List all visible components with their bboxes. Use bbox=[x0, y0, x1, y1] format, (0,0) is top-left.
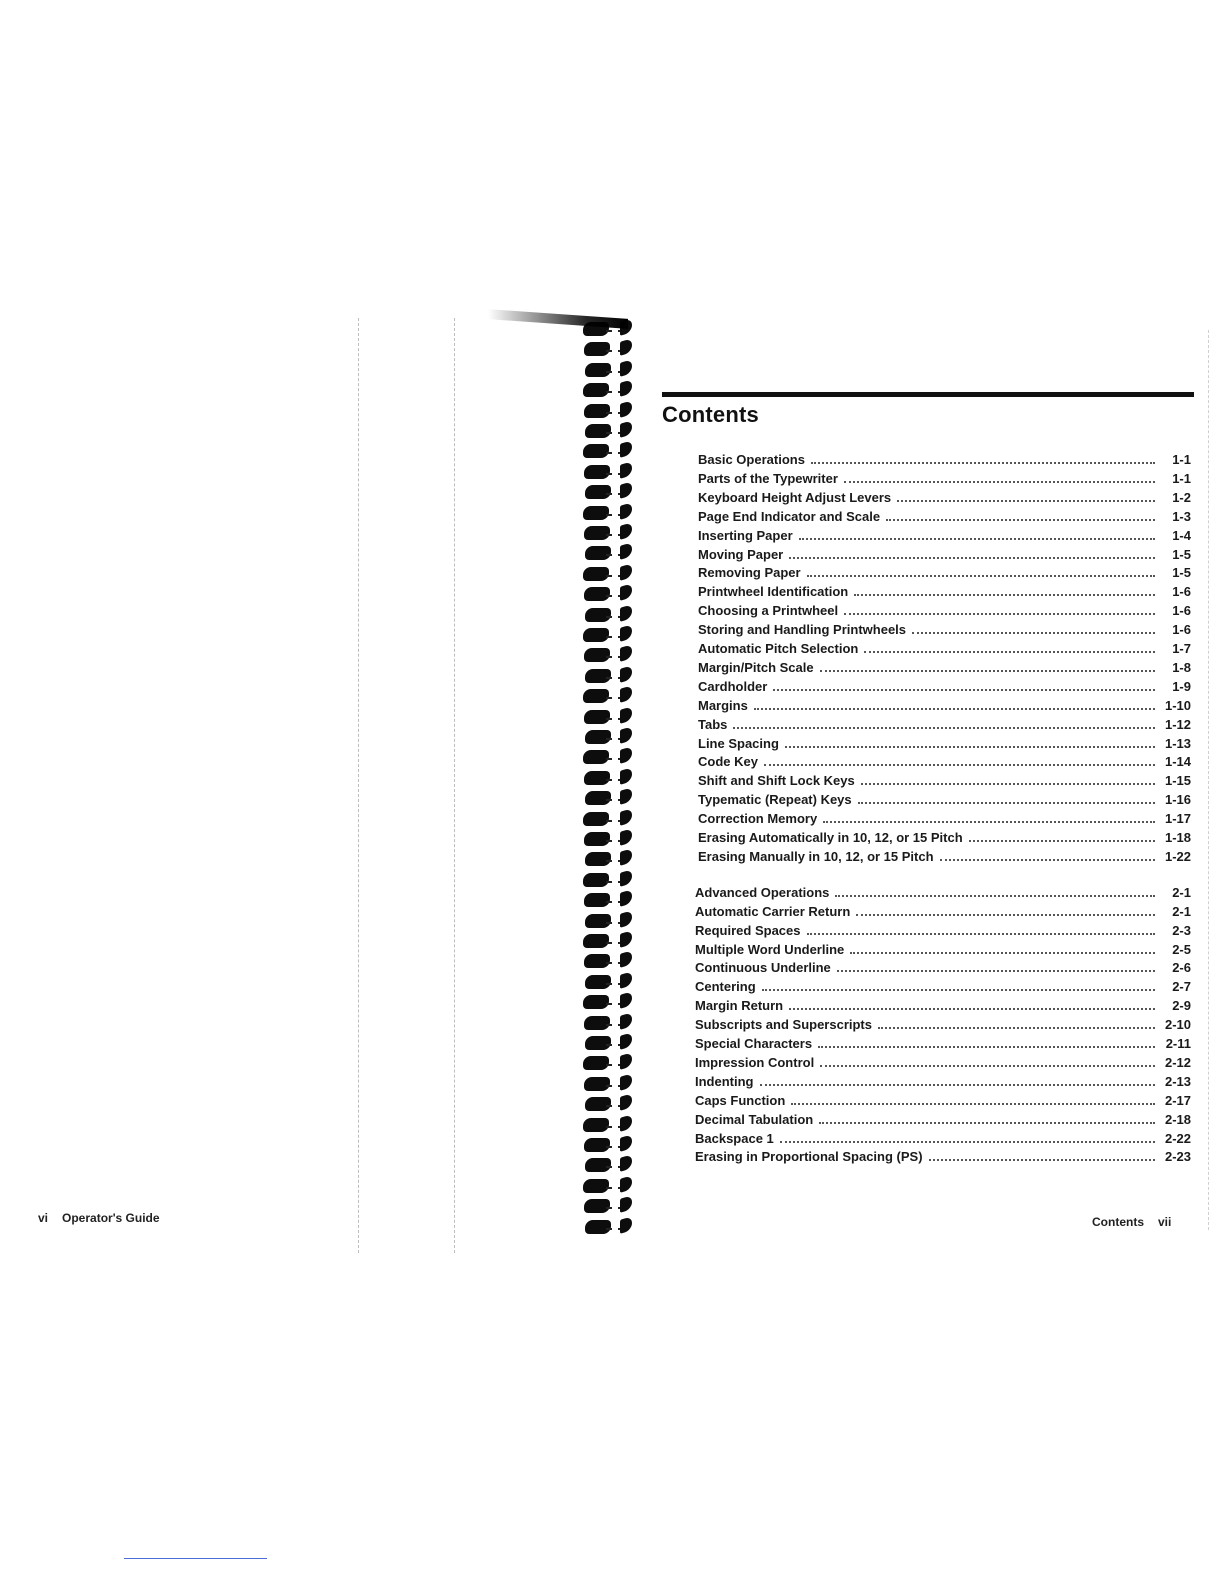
toc-entry[interactable] bbox=[698, 736, 1191, 754]
toc-entry[interactable] bbox=[698, 754, 1191, 772]
toc-entry-page: 1-4 bbox=[1172, 527, 1191, 543]
toc-leader-dots bbox=[819, 1122, 1155, 1124]
toc-leader-dots bbox=[856, 914, 1155, 916]
toc-leader-dots bbox=[969, 840, 1155, 842]
page-title: Contents bbox=[662, 402, 759, 427]
toc-entry-page: 2-11 bbox=[1165, 1036, 1191, 1051]
toc-entry-page: 2-6 bbox=[1172, 960, 1191, 976]
toc-leader-dots bbox=[764, 764, 1155, 766]
toc-leader-dots bbox=[850, 952, 1155, 954]
toc-entry-label: Required Spaces bbox=[695, 922, 801, 938]
toc-leader-dots bbox=[807, 933, 1156, 935]
toc-entry-page: 2-7 bbox=[1172, 979, 1191, 995]
toc-entry[interactable] bbox=[695, 904, 1191, 922]
toc-leader-dots bbox=[886, 519, 1155, 521]
toc-leader-dots bbox=[789, 557, 1155, 559]
toc-entry[interactable] bbox=[698, 547, 1191, 565]
toc-entry[interactable] bbox=[698, 471, 1191, 489]
toc-entry-label: Removing Paper bbox=[698, 565, 801, 581]
toc-entry-label: Special Characters bbox=[695, 1036, 813, 1051]
toc-entry[interactable] bbox=[695, 1055, 1191, 1073]
toc-entry-label: Parts of the Typewriter bbox=[698, 470, 838, 486]
toc-entry[interactable] bbox=[698, 792, 1191, 810]
toc-entry-label: Margin Return bbox=[695, 998, 784, 1014]
toc-entry-page: 1-7 bbox=[1172, 641, 1191, 656]
toc-entry-label: Erasing Manually in 10, 12, or 15 Pitch bbox=[698, 848, 934, 864]
toc-leader-dots bbox=[791, 1103, 1155, 1105]
toc-entry-page: 1-6 bbox=[1172, 622, 1191, 638]
toc-leader-dots bbox=[760, 1084, 1156, 1086]
toc-entry-label: Automatic Pitch Selection bbox=[698, 641, 859, 656]
toc-entry[interactable] bbox=[698, 490, 1191, 508]
toc-entry-page: 1-14 bbox=[1164, 754, 1191, 770]
toc-entry-label: Keyboard Height Adjust Levers bbox=[698, 489, 892, 505]
toc-entry-label: Impression Control bbox=[695, 1054, 815, 1070]
right-edge-line bbox=[1208, 330, 1209, 1230]
toc-entry[interactable] bbox=[695, 1036, 1191, 1054]
toc-entry[interactable] bbox=[695, 1074, 1191, 1092]
page-edge-line bbox=[454, 318, 455, 1253]
toc-entry-page: 1-10 bbox=[1164, 697, 1191, 713]
left-folio: vi bbox=[38, 1211, 49, 1225]
toc-leader-dots bbox=[897, 500, 1155, 502]
toc-leader-dots bbox=[811, 462, 1155, 464]
toc-entry-label: Margin/Pitch Scale bbox=[698, 659, 814, 675]
toc-entry-page: 2-12 bbox=[1164, 1054, 1191, 1070]
page-fold-line bbox=[358, 318, 359, 1253]
toc-entry[interactable] bbox=[698, 509, 1191, 527]
toc-entry-label: Code Key bbox=[698, 754, 758, 770]
toc-entry-label: Continuous Underline bbox=[695, 960, 831, 976]
toc-entry-page: 1-12 bbox=[1164, 716, 1191, 732]
toc-leader-dots bbox=[780, 1141, 1155, 1143]
toc-leader-dots bbox=[754, 708, 1155, 710]
toc-entry-label: Indenting bbox=[695, 1073, 754, 1089]
toc-entry-label: Subscripts and Superscripts bbox=[695, 1017, 872, 1033]
toc-entry-page: 2-9 bbox=[1172, 998, 1191, 1014]
toc-entry[interactable] bbox=[698, 773, 1191, 791]
toc-leader-dots bbox=[807, 575, 1155, 577]
toc-entry-page: 1-1 bbox=[1172, 470, 1191, 486]
toc-leader-dots bbox=[818, 1046, 1155, 1048]
toc-entry-page: 1-5 bbox=[1172, 565, 1191, 581]
toc-entry[interactable] bbox=[698, 811, 1191, 829]
toc-entry-label: Cardholder bbox=[698, 678, 768, 694]
toc-leader-dots bbox=[823, 821, 1155, 823]
toc-entry-page: 2-13 bbox=[1164, 1073, 1191, 1089]
binding-shadow bbox=[488, 309, 628, 329]
toc-entry[interactable] bbox=[698, 603, 1191, 621]
toc-entry-page: 2-10 bbox=[1164, 1017, 1191, 1033]
toc-leader-dots bbox=[789, 1008, 1155, 1010]
toc-leader-dots bbox=[864, 651, 1155, 653]
toc-entry-page: 1-3 bbox=[1172, 508, 1191, 524]
title-rule bbox=[662, 392, 1194, 397]
toc-entry-page: 1-6 bbox=[1172, 603, 1191, 619]
toc-entry-page: 1-17 bbox=[1164, 811, 1191, 827]
toc-entry[interactable] bbox=[698, 660, 1191, 678]
toc-entry[interactable] bbox=[695, 1093, 1191, 1111]
toc-leader-dots bbox=[861, 783, 1155, 785]
toc-section-heading bbox=[695, 885, 1191, 903]
toc-leader-dots bbox=[878, 1027, 1155, 1029]
toc-entry-page: 1-16 bbox=[1164, 792, 1191, 808]
toc-entry-page: 2-22 bbox=[1164, 1130, 1191, 1146]
toc-entry-page: 1-2 bbox=[1172, 489, 1191, 505]
toc-entry-label: Inserting Paper bbox=[698, 527, 793, 543]
toc-leader-dots bbox=[929, 1159, 1155, 1161]
toc-entry-label: Automatic Carrier Return bbox=[695, 903, 851, 919]
toc-entry-label: Margins bbox=[698, 697, 748, 713]
toc-section-heading bbox=[698, 452, 1191, 470]
toc-entry-label: Page End Indicator and Scale bbox=[698, 508, 881, 524]
toc-heading-page: 1-1 bbox=[1172, 452, 1191, 467]
toc-leader-dots bbox=[733, 727, 1155, 729]
toc-leader-dots bbox=[837, 970, 1155, 972]
left-page-footer bbox=[38, 1211, 160, 1225]
toc-leader-dots bbox=[799, 538, 1155, 540]
toc-entry-page: 2-23 bbox=[1164, 1149, 1191, 1165]
toc-leader-dots bbox=[912, 632, 1155, 634]
toc-entry[interactable] bbox=[695, 1017, 1191, 1035]
toc-leader-dots bbox=[844, 481, 1155, 483]
toc-entry-label: Shift and Shift Lock Keys bbox=[698, 773, 855, 789]
toc-entry[interactable] bbox=[695, 942, 1191, 960]
toc-entry[interactable] bbox=[695, 1112, 1191, 1130]
toc-entry-label: Tabs bbox=[698, 716, 728, 732]
toc-entry-page: 2-17 bbox=[1164, 1092, 1191, 1108]
toc-entry-label: Centering bbox=[695, 979, 756, 995]
toc-entry-label: Correction Memory bbox=[698, 811, 818, 827]
toc-entry[interactable] bbox=[695, 1149, 1191, 1167]
toc-entry-label: Erasing in Proportional Spacing (PS) bbox=[695, 1149, 923, 1165]
toc-entry-label: Line Spacing bbox=[698, 735, 779, 751]
toc-leader-dots bbox=[844, 613, 1155, 615]
toc-entry-page: 2-18 bbox=[1164, 1111, 1191, 1127]
toc-entry-page: 2-3 bbox=[1172, 922, 1191, 938]
toc-entry-label: Printwheel Identification bbox=[698, 584, 849, 600]
toc-entry-label: Choosing a Printwheel bbox=[698, 603, 839, 619]
toc-leader-dots bbox=[820, 670, 1155, 672]
toc-heading-page: 2-1 bbox=[1172, 884, 1191, 900]
toc-entry-page: 1-8 bbox=[1172, 659, 1191, 675]
toc-leader-dots bbox=[773, 689, 1155, 691]
bottom-blue-rule bbox=[124, 1558, 267, 1559]
toc-entry[interactable] bbox=[695, 960, 1191, 978]
toc-entry[interactable] bbox=[695, 1131, 1191, 1149]
toc-entry[interactable] bbox=[698, 830, 1191, 848]
toc-entry[interactable] bbox=[698, 679, 1191, 697]
toc-leader-dots bbox=[835, 895, 1155, 897]
toc-entry-page: 1-22 bbox=[1164, 848, 1191, 864]
toc-heading-label: Advanced Operations bbox=[695, 884, 830, 900]
toc-entry-page: 1-9 bbox=[1172, 678, 1191, 694]
toc-leader-dots bbox=[762, 989, 1155, 991]
toc-leader-dots bbox=[940, 859, 1155, 861]
toc-entry-page: 2-5 bbox=[1172, 941, 1191, 957]
spiral-binding-icon bbox=[480, 312, 650, 1247]
toc-entry-page: 1-13 bbox=[1164, 735, 1191, 751]
toc-entry-label: Multiple Word Underline bbox=[695, 941, 845, 957]
right-running-title: Contents bbox=[1092, 1215, 1144, 1229]
toc-entry[interactable] bbox=[698, 717, 1191, 735]
toc-entry[interactable] bbox=[695, 998, 1191, 1016]
left-running-title: Operator's Guide bbox=[62, 1211, 160, 1225]
toc-leader-dots bbox=[785, 746, 1155, 748]
toc-entry-page: 1-18 bbox=[1164, 830, 1191, 845]
toc-entry-label: Erasing Automatically in 10, 12, or 15 Pitch bbox=[698, 830, 963, 845]
right-page-footer bbox=[1092, 1215, 1171, 1229]
toc-entry[interactable] bbox=[695, 979, 1191, 997]
toc-entry-page: 1-5 bbox=[1172, 546, 1191, 562]
toc-entry[interactable] bbox=[698, 622, 1191, 640]
toc-entry-label: Decimal Tabulation bbox=[695, 1111, 814, 1127]
toc-entry-label: Backspace 1 bbox=[695, 1130, 774, 1146]
toc-entry-label: Caps Function bbox=[695, 1092, 786, 1108]
toc-entry[interactable] bbox=[698, 528, 1191, 546]
toc-entry-label: Moving Paper bbox=[698, 546, 784, 562]
toc-entry[interactable] bbox=[695, 923, 1191, 941]
toc-entry[interactable] bbox=[698, 849, 1191, 867]
toc-entry[interactable] bbox=[698, 565, 1191, 583]
toc-entry-label: Typematic (Repeat) Keys bbox=[698, 792, 852, 808]
toc-leader-dots bbox=[854, 594, 1155, 596]
toc-leader-dots bbox=[858, 802, 1155, 804]
toc-leader-dots bbox=[820, 1065, 1155, 1067]
toc-entry-label: Storing and Handling Printwheels bbox=[698, 622, 907, 638]
toc-entry-page: 1-6 bbox=[1172, 584, 1191, 600]
toc-entry[interactable] bbox=[698, 698, 1191, 716]
toc-entry[interactable] bbox=[698, 641, 1191, 659]
toc-entry[interactable] bbox=[698, 584, 1191, 602]
toc-entry-page: 2-1 bbox=[1172, 903, 1191, 919]
toc-heading-label: Basic Operations bbox=[698, 452, 805, 467]
right-folio: vii bbox=[1158, 1215, 1172, 1229]
toc-entry-page: 1-15 bbox=[1164, 773, 1191, 789]
